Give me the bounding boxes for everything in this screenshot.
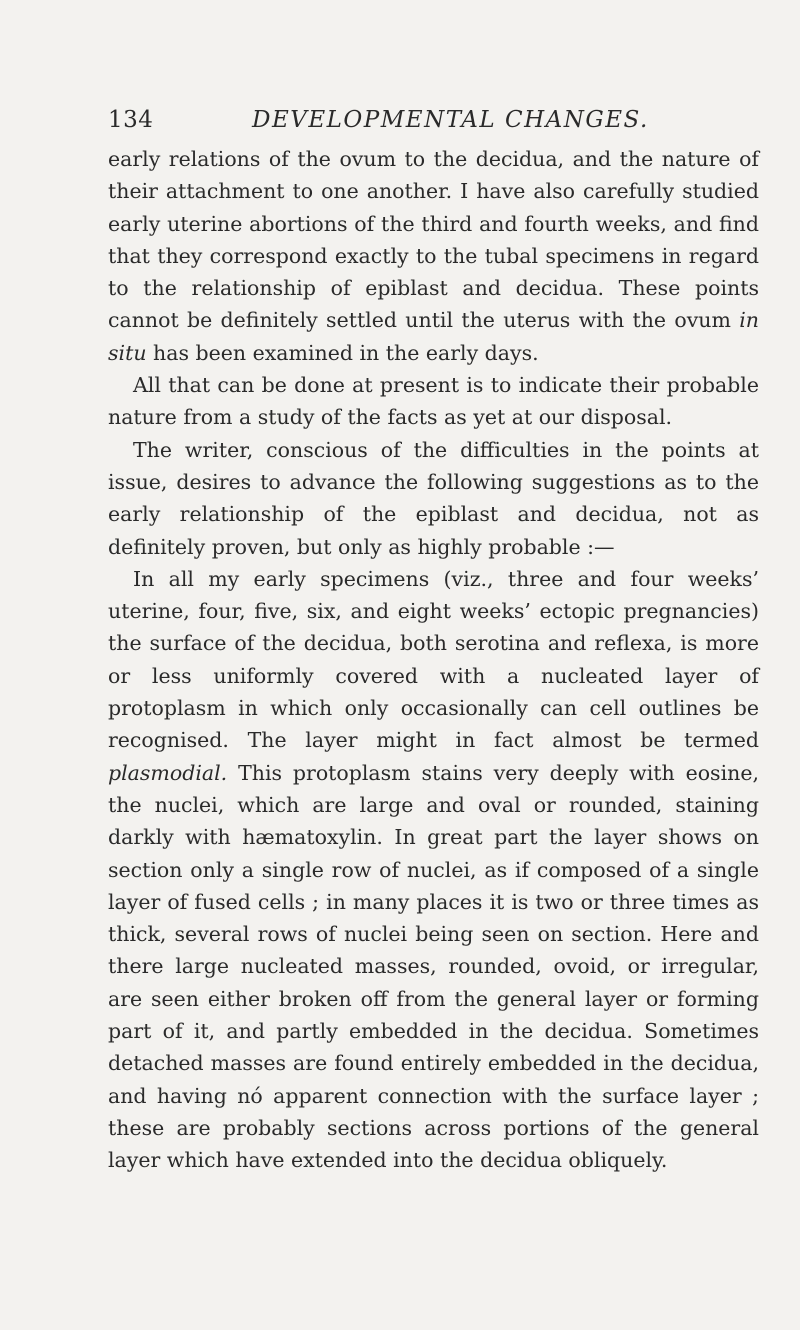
paragraph: [108, 434, 759, 563]
paragraph-text: All that can be done at present is to indicate their probable nature from a study of the facts as yet at our disposal.: [108, 373, 759, 430]
paragraph-text: The writer, conscious of the difficulties in the points at issue, desires to advance the following suggestions as to the early relationship of the epiblast and decidua, not as definitely proven, but only as highly probable :—: [108, 437, 759, 559]
paragraph-text: In all my early specimens (viz., three and four weeks’ uterine, four, five, six, and eight weeks’ ectopic pregnancies) the surface of the decidua, both serotina and reflexa, is more or less uniformly covered with a nucleated layer of protoplasm in which only occasionally can cell outlines be recognised. The layer might in fact almost be termed: [108, 566, 759, 753]
paragraph-continuation: [108, 143, 759, 369]
paragraph-italic: plasmodial.: [108, 760, 228, 785]
paragraph-text: early relations of the ovum to the decidua, and the nature of their attachment to one another. I have also carefully studied early uterine abortions of the third and fourth weeks, and find that they correspond exactly to the tubal specimens in regard to the relationship of epiblast and decidua. These points cannot be definitely settled until the uterus with the ovum: [108, 147, 759, 333]
paragraph: [108, 563, 759, 1177]
running-head: DEVELOPMENTAL CHANGES.: [252, 107, 649, 133]
paragraph: [108, 369, 759, 434]
paragraph-text: This protoplasm stains very deeply with eosine, the nuclei, which are large and oval or rounded, staining darkly with hæmatoxylin. In great part the layer shows on section only a single row of nuclei, as if composed of a single layer of fused cells ; in many places it is two or three times as thick, several rows of nuclei being seen on section. Here and there large nucleated masses, rounded, ovoid, or irregular, are seen either broken off from the general layer or forming part of it, and partly embedded in the decidua. Sometimes detached masses are found entirely embedded in the decidua, and having nó apparent connection with the surface layer ; these are probably sections across portions of the general layer which have extended into the decidua obliquely.: [108, 760, 759, 1173]
page-number: 134: [108, 107, 154, 133]
body-text: [108, 143, 759, 1177]
page-header: [108, 107, 758, 143]
paragraph-text: has been examined in the early days.: [146, 340, 539, 365]
paragraph-italic: in situ: [108, 308, 759, 365]
